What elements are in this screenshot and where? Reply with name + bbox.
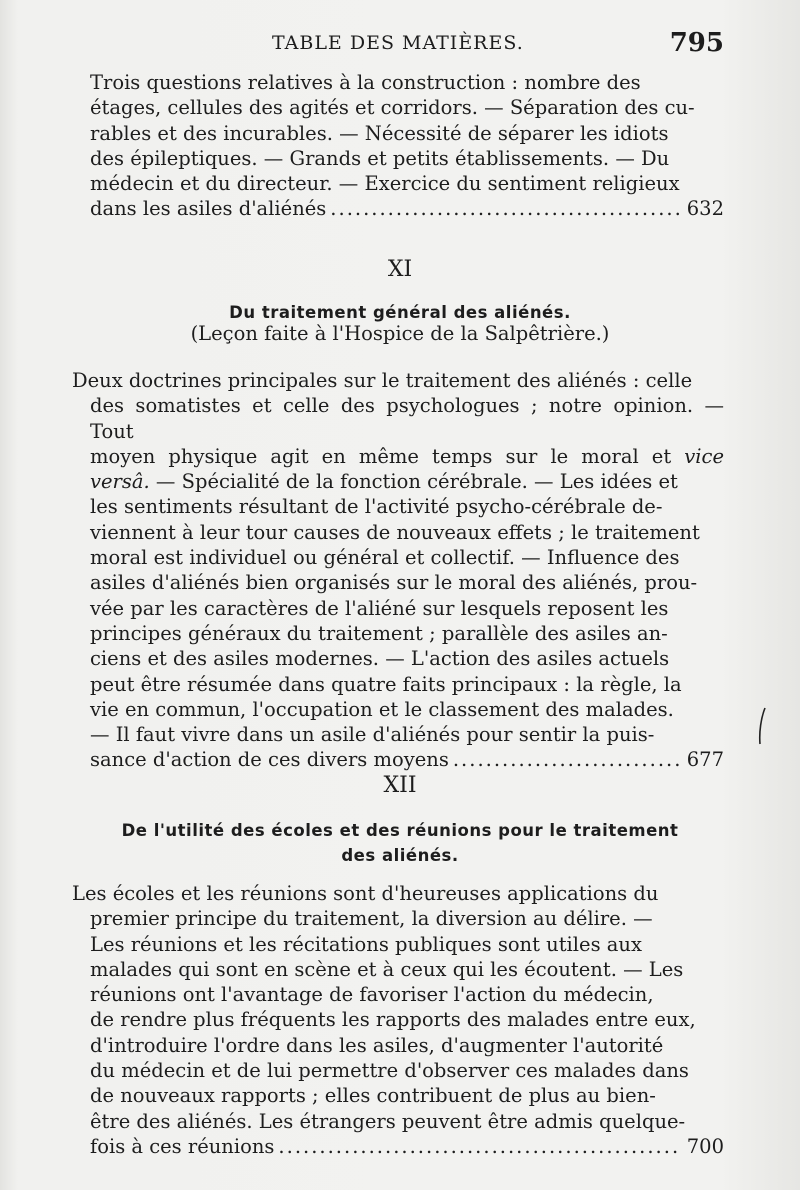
leader-dots [453, 747, 679, 772]
text-line: des somatistes et celle des psychologues ; notre opinion. — Tout [90, 394, 724, 443]
chapter-number: XI [387, 257, 413, 282]
text-line: vée par les caractères de l'aliéné sur lesquels reposent les [90, 596, 669, 620]
chapter-xi-summary [72, 368, 724, 773]
text-line: — Il faut vivre dans un asile d'aliénés pour sentir la puis- [90, 723, 655, 747]
text-line: d'introduire l'ordre dans les asiles, d'augmenter l'autorité [90, 1033, 664, 1057]
chapter-subtitle: (Leçon faite à l'Hospice de la Salpêtrière.) [190, 322, 610, 345]
margin-pencil-mark [756, 706, 768, 746]
entry-x-continued [90, 70, 724, 222]
text-line: rables et des incurables. — Nécessité de séparer les idiots [90, 121, 669, 145]
text-line: moral est individuel ou général et collectif. — Influence des [90, 546, 680, 570]
text-line: Les écoles et les réunions sont d'heureuses applications du [72, 882, 659, 905]
page-number: 795 [669, 28, 724, 58]
italic-text: vice [684, 444, 724, 468]
text-line-with-italic [72, 444, 724, 469]
text-line: être des aliénés. Les étrangers peuvent être admis quelque- [90, 1109, 686, 1133]
leader-dots [278, 1134, 678, 1159]
text-line: médecin et du directeur. — Exercice du sentiment religieux [90, 172, 680, 196]
page-reference: 700 [686, 1134, 724, 1158]
chapter-title: Du traitement général des aliénés. [229, 303, 571, 322]
text-line: fois à ces réunions [90, 1134, 275, 1158]
text-line: Les réunions et les récitations publiques sont utiles aux [90, 932, 642, 956]
text-line: premier principe du traitement, la diversion au délire. — [90, 907, 653, 931]
text-line: de rendre plus fréquents les rapports des malades entre eux, [90, 1008, 696, 1032]
chapter-title-line: De l'utilité des écoles et des réunions pour le traitement [121, 821, 679, 840]
chapter-xii-summary [72, 881, 724, 1159]
text-line: viennent à leur tour causes de nouveaux effets ; le traitement [90, 520, 700, 544]
text-line: sance d'action de ces divers moyens [90, 748, 449, 772]
text-line: du médecin et de lui permettre d'observer ces malades dans [90, 1059, 689, 1083]
text-line: les sentiments résultant de l'activité psycho-cérébrale de- [90, 495, 663, 519]
chapter-number: XII [383, 773, 417, 798]
text-line: étages, cellules des agités et corridors. — Séparation des cu- [90, 96, 695, 120]
chapter-title-line: des aliénés. [341, 846, 459, 865]
text-line: ciens et des asiles modernes. — L'action des asiles actuels [90, 647, 670, 671]
text-line: principes généraux du traitement ; parallèle des asiles an- [90, 621, 668, 645]
text-line: Deux doctrines principales sur le traitement des aliénés : celle [72, 369, 693, 392]
header-title: TABLE DES MATIÈRES. [272, 32, 524, 54]
page-reference: 677 [686, 748, 724, 772]
text-line: de nouveaux rapports ; elles contribuent de plus au bien- [90, 1084, 656, 1108]
text-fragment: Spécialité de la fonction cérébrale. — Les idées et [181, 470, 678, 494]
text-line: asiles d'aliénés bien organisés sur le moral des aliénés, prou- [90, 571, 698, 595]
text-line: peut être résumée dans quatre faits principaux : la règle, la [90, 672, 682, 696]
text-line: malades qui sont en scène et à ceux qui les écoutent. — Les [90, 957, 684, 981]
text-fragment: moyen physique agit en même temps sur le moral et [90, 444, 672, 468]
text-line: vie en commun, l'occupation et le classement des malades. [90, 697, 674, 721]
text-line-with-italic: versâ. — Spécialité de la fonction cérébrale. — Les idées et [90, 470, 678, 494]
chapter-title [60, 818, 740, 868]
text-line: Trois questions relatives à la construction : nombre des [90, 71, 641, 94]
italic-text: versâ. [90, 470, 150, 494]
entry-last-line [72, 747, 724, 772]
leader-dots [330, 196, 678, 221]
text-line: dans les asiles d'aliénés [90, 197, 327, 221]
running-header [0, 28, 800, 62]
page-reference: 632 [686, 197, 724, 221]
entry-last-line [90, 196, 724, 221]
text-line: réunions ont l'avantage de favoriser l'action du médecin, [90, 983, 654, 1007]
text-line: des épileptiques. — Grands et petits établissements. — Du [90, 146, 670, 170]
entry-last-line [72, 1134, 724, 1159]
